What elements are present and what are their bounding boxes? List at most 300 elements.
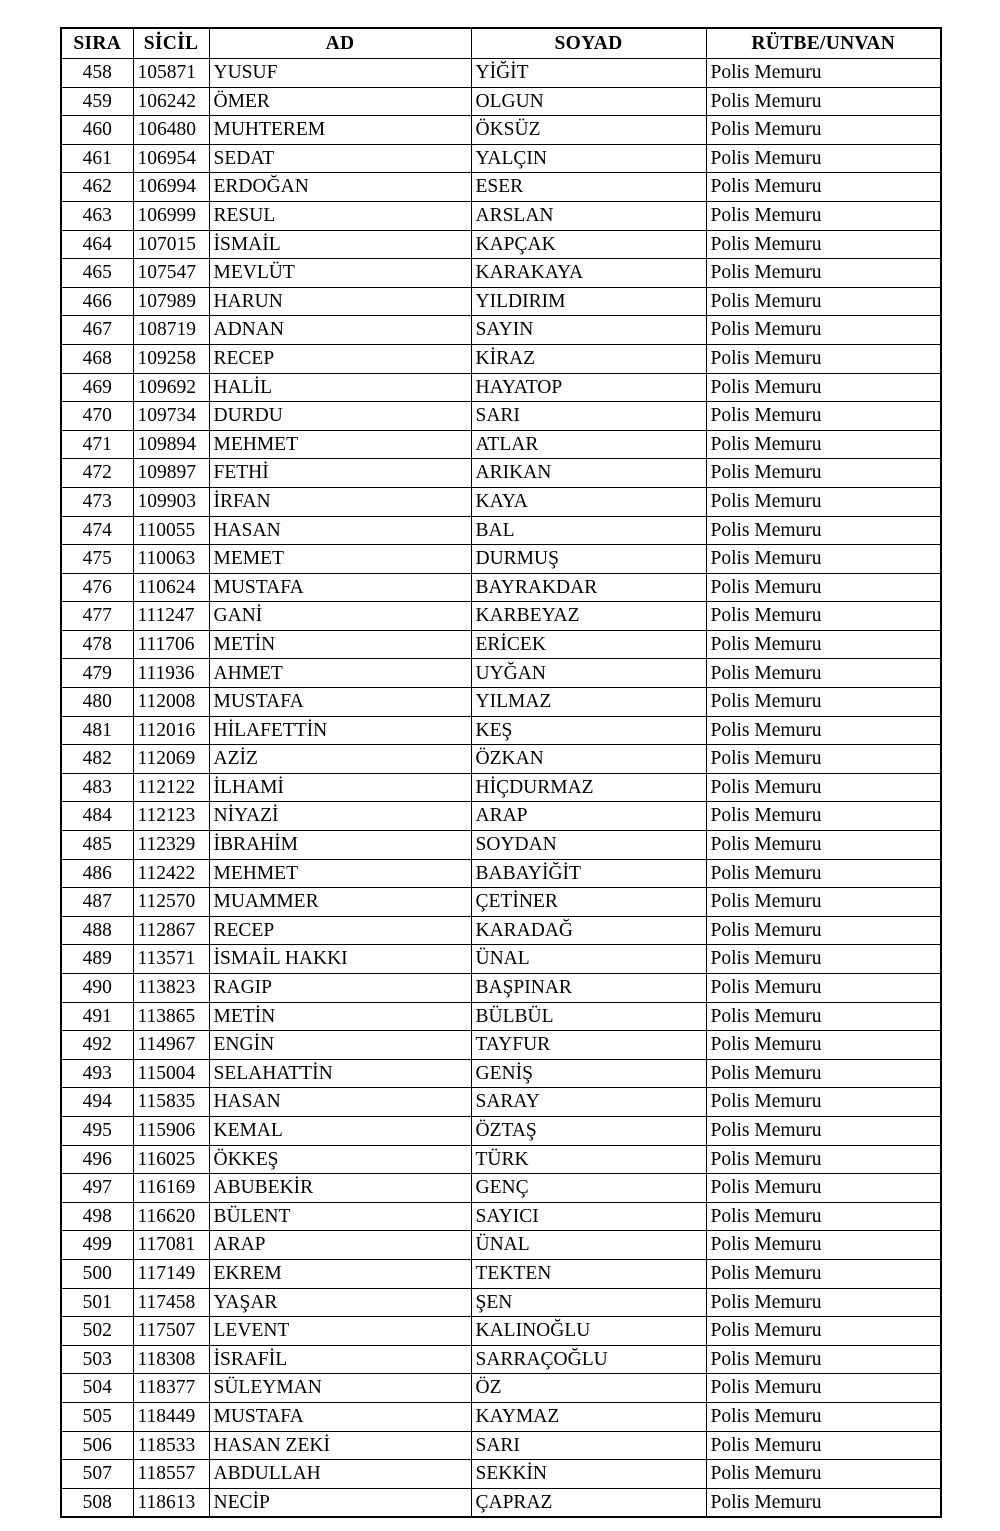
cell-sicil: 118557 <box>133 1460 209 1489</box>
cell-sicil: 109734 <box>133 402 209 431</box>
table-row <box>61 430 941 459</box>
cell-ad: ABUBEKİR <box>209 1174 471 1203</box>
cell-ad: FETHİ <box>209 459 471 488</box>
cell-soyad: ÇAPRAZ <box>471 1488 706 1517</box>
cell-soyad: YILDIRIM <box>471 287 706 316</box>
cell-sira: 463 <box>61 201 133 230</box>
cell-ad: İBRAHİM <box>209 831 471 860</box>
cell-soyad: KAPÇAK <box>471 230 706 259</box>
cell-rutbe: Polis Memuru <box>706 1174 941 1203</box>
cell-ad: ABDULLAH <box>209 1460 471 1489</box>
table-row <box>61 144 941 173</box>
cell-ad: METİN <box>209 1002 471 1031</box>
cell-ad: SÜLEYMAN <box>209 1374 471 1403</box>
cell-sicil: 109894 <box>133 430 209 459</box>
cell-soyad: ERİCEK <box>471 630 706 659</box>
table-row <box>61 1116 941 1145</box>
cell-ad: ÖKKEŞ <box>209 1145 471 1174</box>
cell-sicil: 116169 <box>133 1174 209 1203</box>
table-row <box>61 259 941 288</box>
cell-ad: ÖMER <box>209 87 471 116</box>
cell-rutbe: Polis Memuru <box>706 1431 941 1460</box>
cell-sira: 460 <box>61 116 133 145</box>
cell-rutbe: Polis Memuru <box>706 516 941 545</box>
cell-sira: 502 <box>61 1317 133 1346</box>
cell-sicil: 112008 <box>133 688 209 717</box>
table-row <box>61 1288 941 1317</box>
table-row <box>61 945 941 974</box>
cell-rutbe: Polis Memuru <box>706 802 941 831</box>
cell-ad: AZİZ <box>209 745 471 774</box>
cell-sira: 473 <box>61 487 133 516</box>
cell-ad: HASAN <box>209 516 471 545</box>
cell-sicil: 106242 <box>133 87 209 116</box>
cell-rutbe: Polis Memuru <box>706 630 941 659</box>
cell-ad: YAŞAR <box>209 1288 471 1317</box>
table-row <box>61 316 941 345</box>
cell-ad: HİLAFETTİN <box>209 716 471 745</box>
cell-soyad: ESER <box>471 173 706 202</box>
cell-sicil: 115004 <box>133 1059 209 1088</box>
cell-sicil: 111936 <box>133 659 209 688</box>
cell-sira: 469 <box>61 373 133 402</box>
cell-soyad: GENİŞ <box>471 1059 706 1088</box>
cell-sira: 496 <box>61 1145 133 1174</box>
column-header-sicil: SİCİL <box>133 28 209 59</box>
cell-sira: 464 <box>61 230 133 259</box>
cell-ad: HASAN <box>209 1088 471 1117</box>
cell-rutbe: Polis Memuru <box>706 545 941 574</box>
cell-sira: 493 <box>61 1059 133 1088</box>
cell-soyad: DURMUŞ <box>471 545 706 574</box>
table-row <box>61 716 941 745</box>
table-row <box>61 602 941 631</box>
cell-ad: METİN <box>209 630 471 659</box>
cell-soyad: ARIKAN <box>471 459 706 488</box>
cell-sicil: 112329 <box>133 831 209 860</box>
cell-sira: 497 <box>61 1174 133 1203</box>
cell-sira: 461 <box>61 144 133 173</box>
cell-soyad: ÜNAL <box>471 1231 706 1260</box>
cell-ad: İSMAİL HAKKI <box>209 945 471 974</box>
cell-ad: HARUN <box>209 287 471 316</box>
table-row <box>61 1145 941 1174</box>
cell-soyad: SOYDAN <box>471 831 706 860</box>
cell-sira: 490 <box>61 974 133 1003</box>
cell-rutbe: Polis Memuru <box>706 974 941 1003</box>
cell-sira: 492 <box>61 1031 133 1060</box>
cell-rutbe: Polis Memuru <box>706 888 941 917</box>
cell-sicil: 110063 <box>133 545 209 574</box>
cell-ad: RECEP <box>209 916 471 945</box>
cell-soyad: ÖKSÜZ <box>471 116 706 145</box>
table-row <box>61 659 941 688</box>
cell-rutbe: Polis Memuru <box>706 1031 941 1060</box>
table-row <box>61 373 941 402</box>
cell-sira: 487 <box>61 888 133 917</box>
cell-ad: HASAN ZEKİ <box>209 1431 471 1460</box>
cell-sicil: 108719 <box>133 316 209 345</box>
table-row <box>61 1431 941 1460</box>
cell-rutbe: Polis Memuru <box>706 144 941 173</box>
cell-sira: 476 <box>61 573 133 602</box>
cell-sicil: 118377 <box>133 1374 209 1403</box>
cell-sicil: 118308 <box>133 1345 209 1374</box>
cell-rutbe: Polis Memuru <box>706 916 941 945</box>
cell-rutbe: Polis Memuru <box>706 287 941 316</box>
cell-sira: 501 <box>61 1288 133 1317</box>
cell-rutbe: Polis Memuru <box>706 230 941 259</box>
cell-sicil: 111706 <box>133 630 209 659</box>
cell-soyad: ATLAR <box>471 430 706 459</box>
cell-soyad: SAYIN <box>471 316 706 345</box>
cell-rutbe: Polis Memuru <box>706 1488 941 1517</box>
cell-rutbe: Polis Memuru <box>706 459 941 488</box>
table-row <box>61 688 941 717</box>
cell-sira: 499 <box>61 1231 133 1260</box>
table-row <box>61 831 941 860</box>
cell-rutbe: Polis Memuru <box>706 487 941 516</box>
table-row <box>61 1488 941 1517</box>
cell-soyad: YİĞİT <box>471 59 706 88</box>
cell-sicil: 117458 <box>133 1288 209 1317</box>
column-header-ad: AD <box>209 28 471 59</box>
cell-sicil: 112122 <box>133 773 209 802</box>
cell-soyad: YALÇIN <box>471 144 706 173</box>
cell-soyad: GENÇ <box>471 1174 706 1203</box>
cell-sicil: 112570 <box>133 888 209 917</box>
cell-soyad: ARAP <box>471 802 706 831</box>
table-row <box>61 1231 941 1260</box>
cell-sira: 465 <box>61 259 133 288</box>
cell-sicil: 113571 <box>133 945 209 974</box>
table-row <box>61 802 941 831</box>
table-row <box>61 745 941 774</box>
cell-sira: 472 <box>61 459 133 488</box>
cell-soyad: KARAKAYA <box>471 259 706 288</box>
cell-ad: LEVENT <box>209 1317 471 1346</box>
cell-ad: MEVLÜT <box>209 259 471 288</box>
cell-sira: 500 <box>61 1259 133 1288</box>
cell-rutbe: Polis Memuru <box>706 344 941 373</box>
cell-soyad: BAL <box>471 516 706 545</box>
cell-ad: İRFAN <box>209 487 471 516</box>
cell-sicil: 117507 <box>133 1317 209 1346</box>
cell-rutbe: Polis Memuru <box>706 1288 941 1317</box>
cell-ad: SELAHATTİN <box>209 1059 471 1088</box>
cell-sicil: 107015 <box>133 230 209 259</box>
cell-ad: MUHTEREM <box>209 116 471 145</box>
cell-soyad: KARADAĞ <box>471 916 706 945</box>
cell-ad: ARAP <box>209 1231 471 1260</box>
table-row <box>61 1202 941 1231</box>
cell-rutbe: Polis Memuru <box>706 573 941 602</box>
cell-ad: İSMAİL <box>209 230 471 259</box>
cell-rutbe: Polis Memuru <box>706 773 941 802</box>
cell-soyad: ŞEN <box>471 1288 706 1317</box>
cell-rutbe: Polis Memuru <box>706 1231 941 1260</box>
cell-rutbe: Polis Memuru <box>706 859 941 888</box>
cell-sira: 474 <box>61 516 133 545</box>
cell-sira: 491 <box>61 1002 133 1031</box>
column-header-rutbe: RÜTBE/UNVAN <box>706 28 941 59</box>
cell-soyad: BABAYİĞİT <box>471 859 706 888</box>
table-row <box>61 1059 941 1088</box>
cell-sira: 489 <box>61 945 133 974</box>
cell-sicil: 115906 <box>133 1116 209 1145</box>
cell-soyad: KİRAZ <box>471 344 706 373</box>
cell-ad: SEDAT <box>209 144 471 173</box>
column-header-sira: SIRA <box>61 28 133 59</box>
cell-rutbe: Polis Memuru <box>706 402 941 431</box>
cell-sira: 508 <box>61 1488 133 1517</box>
cell-sicil: 106994 <box>133 173 209 202</box>
cell-sicil: 105871 <box>133 59 209 88</box>
cell-soyad: HAYATOP <box>471 373 706 402</box>
table-row <box>61 859 941 888</box>
cell-soyad: SARI <box>471 1431 706 1460</box>
cell-rutbe: Polis Memuru <box>706 1259 941 1288</box>
cell-soyad: ÖZTAŞ <box>471 1116 706 1145</box>
cell-sira: 459 <box>61 87 133 116</box>
cell-sira: 480 <box>61 688 133 717</box>
cell-rutbe: Polis Memuru <box>706 1002 941 1031</box>
table-row <box>61 773 941 802</box>
cell-sicil: 118533 <box>133 1431 209 1460</box>
table-row <box>61 230 941 259</box>
cell-sira: 503 <box>61 1345 133 1374</box>
cell-soyad: SARRAÇOĞLU <box>471 1345 706 1374</box>
table-row <box>61 1088 941 1117</box>
cell-soyad: ÖZKAN <box>471 745 706 774</box>
cell-sicil: 106999 <box>133 201 209 230</box>
cell-sira: 505 <box>61 1402 133 1431</box>
personnel-table <box>60 27 942 1518</box>
table-header <box>61 28 941 59</box>
table-row <box>61 974 941 1003</box>
cell-rutbe: Polis Memuru <box>706 602 941 631</box>
cell-sicil: 117149 <box>133 1259 209 1288</box>
table-row <box>61 459 941 488</box>
cell-sicil: 112867 <box>133 916 209 945</box>
cell-sicil: 112069 <box>133 745 209 774</box>
cell-sicil: 109897 <box>133 459 209 488</box>
cell-sira: 495 <box>61 1116 133 1145</box>
cell-rutbe: Polis Memuru <box>706 1088 941 1117</box>
cell-soyad: SEKKİN <box>471 1460 706 1489</box>
cell-soyad: ÇETİNER <box>471 888 706 917</box>
cell-sira: 504 <box>61 1374 133 1403</box>
table-row <box>61 1317 941 1346</box>
cell-rutbe: Polis Memuru <box>706 87 941 116</box>
cell-sicil: 113823 <box>133 974 209 1003</box>
table-row <box>61 173 941 202</box>
cell-sicil: 110624 <box>133 573 209 602</box>
table-row <box>61 545 941 574</box>
cell-sira: 488 <box>61 916 133 945</box>
cell-ad: MEHMET <box>209 859 471 888</box>
cell-sira: 468 <box>61 344 133 373</box>
cell-sicil: 118449 <box>133 1402 209 1431</box>
cell-ad: GANİ <box>209 602 471 631</box>
cell-sira: 498 <box>61 1202 133 1231</box>
table-row <box>61 59 941 88</box>
table-row <box>61 1460 941 1489</box>
cell-rutbe: Polis Memuru <box>706 945 941 974</box>
cell-ad: EKREM <box>209 1259 471 1288</box>
cell-rutbe: Polis Memuru <box>706 116 941 145</box>
cell-ad: MEHMET <box>209 430 471 459</box>
cell-sira: 507 <box>61 1460 133 1489</box>
cell-ad: HALİL <box>209 373 471 402</box>
table-row <box>61 344 941 373</box>
cell-ad: MUSTAFA <box>209 573 471 602</box>
cell-rutbe: Polis Memuru <box>706 1059 941 1088</box>
table-row <box>61 201 941 230</box>
column-header-soyad: SOYAD <box>471 28 706 59</box>
cell-ad: MUSTAFA <box>209 1402 471 1431</box>
table-row <box>61 916 941 945</box>
cell-rutbe: Polis Memuru <box>706 430 941 459</box>
cell-rutbe: Polis Memuru <box>706 259 941 288</box>
cell-soyad: ÖZ <box>471 1374 706 1403</box>
cell-sicil: 112123 <box>133 802 209 831</box>
cell-soyad: BÜLBÜL <box>471 1002 706 1031</box>
cell-ad: KEMAL <box>209 1116 471 1145</box>
cell-rutbe: Polis Memuru <box>706 373 941 402</box>
cell-soyad: HİÇDURMAZ <box>471 773 706 802</box>
cell-soyad: SARAY <box>471 1088 706 1117</box>
cell-sira: 478 <box>61 630 133 659</box>
table-row <box>61 630 941 659</box>
cell-rutbe: Polis Memuru <box>706 1116 941 1145</box>
table-row <box>61 1174 941 1203</box>
cell-ad: YUSUF <box>209 59 471 88</box>
table-row <box>61 1031 941 1060</box>
cell-soyad: ARSLAN <box>471 201 706 230</box>
cell-rutbe: Polis Memuru <box>706 316 941 345</box>
cell-sira: 494 <box>61 1088 133 1117</box>
cell-sira: 482 <box>61 745 133 774</box>
table-row <box>61 573 941 602</box>
cell-sira: 475 <box>61 545 133 574</box>
cell-sicil: 109903 <box>133 487 209 516</box>
table-row <box>61 287 941 316</box>
cell-sira: 481 <box>61 716 133 745</box>
cell-ad: NİYAZİ <box>209 802 471 831</box>
cell-soyad: BAŞPINAR <box>471 974 706 1003</box>
cell-rutbe: Polis Memuru <box>706 1317 941 1346</box>
cell-rutbe: Polis Memuru <box>706 1345 941 1374</box>
table-row <box>61 402 941 431</box>
cell-sicil: 117081 <box>133 1231 209 1260</box>
cell-rutbe: Polis Memuru <box>706 1402 941 1431</box>
cell-sira: 471 <box>61 430 133 459</box>
cell-rutbe: Polis Memuru <box>706 1460 941 1489</box>
cell-sicil: 109258 <box>133 344 209 373</box>
cell-sicil: 107547 <box>133 259 209 288</box>
cell-soyad: ÜNAL <box>471 945 706 974</box>
cell-rutbe: Polis Memuru <box>706 831 941 860</box>
cell-rutbe: Polis Memuru <box>706 1202 941 1231</box>
cell-rutbe: Polis Memuru <box>706 1145 941 1174</box>
cell-sira: 485 <box>61 831 133 860</box>
cell-sira: 458 <box>61 59 133 88</box>
cell-sicil: 111247 <box>133 602 209 631</box>
cell-sicil: 115835 <box>133 1088 209 1117</box>
cell-ad: MUSTAFA <box>209 688 471 717</box>
cell-soyad: SAYICI <box>471 1202 706 1231</box>
cell-sicil: 112016 <box>133 716 209 745</box>
cell-ad: ERDOĞAN <box>209 173 471 202</box>
cell-ad: MUAMMER <box>209 888 471 917</box>
cell-rutbe: Polis Memuru <box>706 716 941 745</box>
cell-sira: 467 <box>61 316 133 345</box>
cell-rutbe: Polis Memuru <box>706 745 941 774</box>
cell-ad: NECİP <box>209 1488 471 1517</box>
table-row <box>61 1259 941 1288</box>
cell-sicil: 106480 <box>133 116 209 145</box>
cell-ad: ADNAN <box>209 316 471 345</box>
cell-sira: 484 <box>61 802 133 831</box>
table-row <box>61 116 941 145</box>
cell-ad: İLHAMİ <box>209 773 471 802</box>
cell-sicil: 116620 <box>133 1202 209 1231</box>
cell-soyad: BAYRAKDAR <box>471 573 706 602</box>
cell-sira: 486 <box>61 859 133 888</box>
cell-ad: RESUL <box>209 201 471 230</box>
cell-ad: RECEP <box>209 344 471 373</box>
cell-soyad: OLGUN <box>471 87 706 116</box>
table-row <box>61 1345 941 1374</box>
cell-rutbe: Polis Memuru <box>706 659 941 688</box>
cell-soyad: KARBEYAZ <box>471 602 706 631</box>
cell-sicil: 113865 <box>133 1002 209 1031</box>
table-row <box>61 1402 941 1431</box>
cell-sicil: 116025 <box>133 1145 209 1174</box>
cell-sicil: 109692 <box>133 373 209 402</box>
table-row <box>61 1374 941 1403</box>
cell-ad: ENGİN <box>209 1031 471 1060</box>
cell-sicil: 112422 <box>133 859 209 888</box>
cell-rutbe: Polis Memuru <box>706 201 941 230</box>
table-row <box>61 888 941 917</box>
cell-ad: İSRAFİL <box>209 1345 471 1374</box>
cell-rutbe: Polis Memuru <box>706 1374 941 1403</box>
cell-soyad: KAYMAZ <box>471 1402 706 1431</box>
table-row <box>61 487 941 516</box>
table-row <box>61 87 941 116</box>
cell-soyad: YILMAZ <box>471 688 706 717</box>
cell-soyad: TAYFUR <box>471 1031 706 1060</box>
cell-sicil: 106954 <box>133 144 209 173</box>
table-row <box>61 1002 941 1031</box>
cell-sicil: 107989 <box>133 287 209 316</box>
cell-sira: 466 <box>61 287 133 316</box>
cell-sicil: 118613 <box>133 1488 209 1517</box>
cell-soyad: TÜRK <box>471 1145 706 1174</box>
table-header-row <box>61 28 941 59</box>
table-row <box>61 516 941 545</box>
cell-ad: RAGIP <box>209 974 471 1003</box>
cell-rutbe: Polis Memuru <box>706 59 941 88</box>
cell-rutbe: Polis Memuru <box>706 688 941 717</box>
cell-ad: DURDU <box>209 402 471 431</box>
cell-sicil: 114967 <box>133 1031 209 1060</box>
cell-sira: 483 <box>61 773 133 802</box>
cell-soyad: UYĞAN <box>471 659 706 688</box>
cell-soyad: SARI <box>471 402 706 431</box>
